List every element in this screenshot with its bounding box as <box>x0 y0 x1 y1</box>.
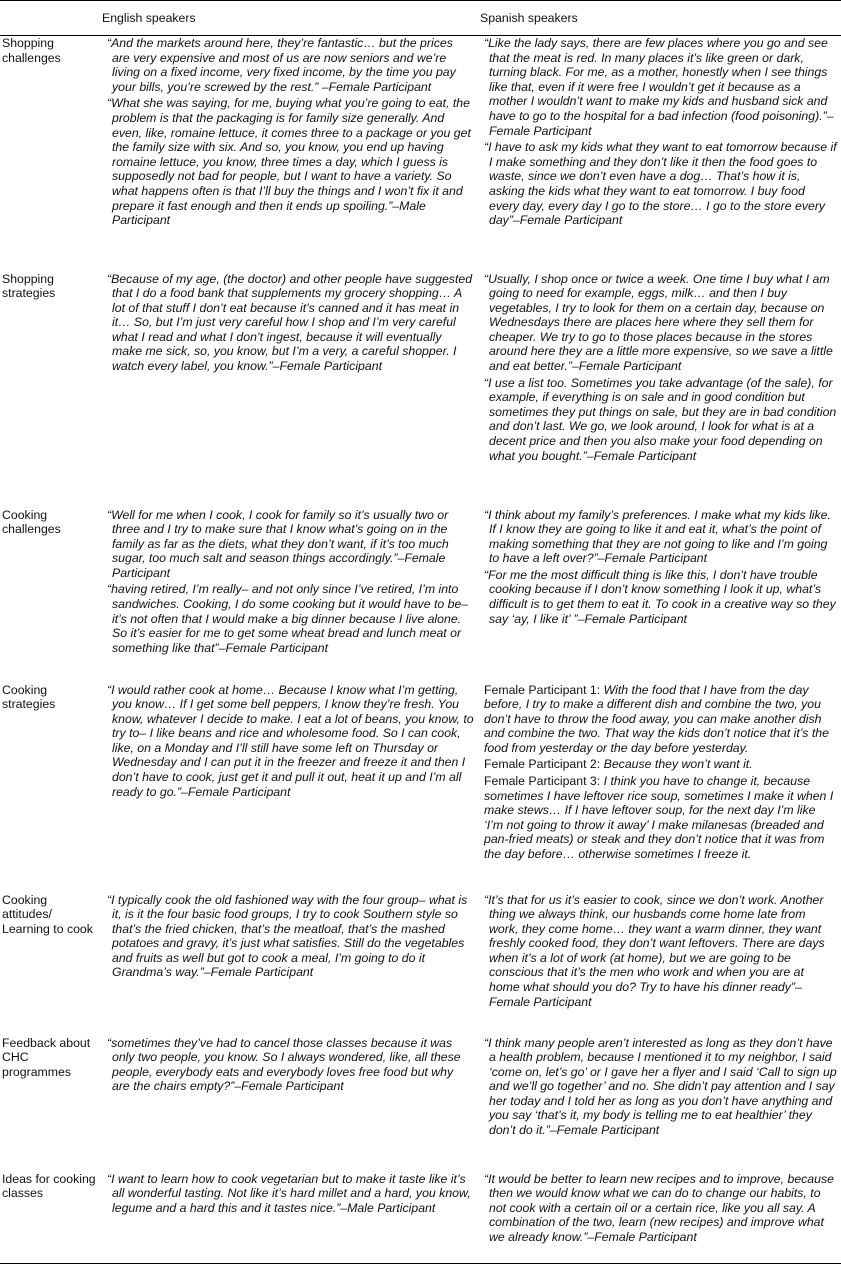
quote: “It’s that for us it’s easier to cook, since we don’t work. Another thing we always think, our husbands come home late from work, they come home… they want a warm dinner, they want freshly cooked food, they don’t want leftovers. There are days when it’s a lot of work (at home), but we are going to be conscious that it’s the men who work and when you are at home what should you do? Try to have his dinner ready”–Female Participant <box>484 892 825 1009</box>
english-cell <box>102 683 480 893</box>
quote: “I want to learn how to cook vegetarian but to make it taste like it’s all wonderful tasting. Not like it’s hard millet and a hard, you know, legume and a hard this and it tastes nice.”–Male Participant <box>107 1171 471 1215</box>
quote: “I have to ask my kids what they want to eat tomorrow because if I make something and they don’t like it then the food goes to waste, since we don’t even have a dog… That’s how it is, asking the kids what they want to eat tomorrow. I buy food every day, every day I go to the store… I go to the store every day”–Female Participant <box>484 140 837 228</box>
spanish-cell <box>480 1036 841 1172</box>
spanish-cell <box>480 683 841 893</box>
quote: Because they won’t want it. <box>603 757 753 772</box>
row-category: Cooking attitudes/ Learning to cook <box>2 892 93 936</box>
dialogue-line <box>484 757 837 772</box>
speaker-label: Female Participant 1: <box>484 682 601 697</box>
quote: “It would be better to learn new recipes and to improve, because then we would know what we can do to change our habits, to not cook with a certain oil or a certain rice, like you all say. A combination of the two, learn (new recipes) and improve what we already know.”–Female Participant <box>484 1171 834 1244</box>
spanish-cell <box>480 1172 841 1264</box>
quote: “And the markets around here, they’re fantastic… but the prices are very expensive and most of us are now seniors and we’re living on a fixed income, very fixed income, by the time you pay your bills, you’re screwed by the rest.” –Female Participant <box>107 36 456 94</box>
quote: “Usually, I shop once or twice a week. One time I buy what I am going to need for example, eggs, milk… and then I buy vegetables, I try to look for them on a certain day, because on Wednesdays there are places here where they sell them for cheaper. We try to go to those places because in the stores around here they are a little more expensive, so we save a little and eat better.”–Female Participant <box>484 271 833 374</box>
header-category <box>0 1 102 36</box>
table-row <box>0 1172 841 1264</box>
spanish-cell <box>480 508 841 683</box>
row-category: Shopping challenges <box>2 36 61 65</box>
english-cell <box>102 1172 480 1264</box>
quote: “I would rather cook at home… Because I know what I’m getting, you know… If I get some bell peppers, I know they’re fresh. You know, whatever I decide to make. I eat a lot of beans, you know, to try to– I like beans and rice and wholesome food. So I can cook, like, on a Monday and I’ll still have some left on Thursday or Wednesday and I can put it in the freezer and freeze it and then I don’t have to cook, just get it and pull it out, heat it up and I’m all ready to go.”–Female Participant <box>107 682 474 799</box>
quote: “I use a list too. Sometimes you take advantage (of the sale), for example, if everything is on sale and in good condition but sometimes they put things on sale, but they are in bad condition and don’t last. We go, we look around, I look for what is at a decent price and then you also make your food depending on what you bought.”–Female Participant <box>484 375 837 463</box>
spanish-cell <box>480 272 841 508</box>
quote: “Like the lady says, there are few places where you go and see that the meat is red. In many places it’s like green or dark, turning black. For me, as a mother, honestly when I see things like that, even if it were free I wouldn’t get it because as a mother I wouldn’t want to make my kids and husband sick and have to go to the hospital for a bad infection (food poisoning).”–Female Participant <box>484 36 834 138</box>
spanish-cell <box>480 893 841 1036</box>
quote: “What she was saying, for me, buying what you’re going to eat, the problem is that the packaging is for family size generally. And even, like, romaine lettuce, it comes three to a package or you get the family size with six. And so, you know, you end up having romaine lettuce, you know, three times a day, which I guess is supposedly not bad for people, but I want to have a variety. So what happens often is that I’ll buy the things and I won’t fix it and prepare it fast enough and then it ends up spoiling.”–Male Participant <box>107 96 471 228</box>
header-spanish: Spanish speakers <box>480 1 841 36</box>
row-category: Feedback about CHC programmes <box>2 1035 91 1079</box>
quote: “having retired, I’m really– and not only since I’ve retired, I’m into sandwiches. Cooking, I do some cooking but it would have to be– it’s not often that I would make a big dinner because I live alone. So it’s easier for me to get some wheat bread and lunch meat or something like that”–Female Participant <box>107 582 469 655</box>
quote: I think you have to change it, because sometimes I have leftover rice soup, sometimes I make it when I make stews… If I have leftover soup, for the next day I’m like ‘I’m not going to throw it away’ I make milanesas (breaded and pan-fried meats) or steak and they don’t notice that it was from the day before… otherwise sometimes I freeze it. <box>484 774 834 862</box>
quote: With the food that I have from the day before, I try to make a different dish and combine the two, you don’t have to throw the food away, you can make another dish and combine the two. That way the kids don’t notice that it’s the food from yesterday or the day before yesterday. <box>484 682 829 755</box>
english-cell <box>102 1036 480 1172</box>
spanish-cell <box>480 36 841 272</box>
header-english: English speakers <box>102 1 480 36</box>
table-row <box>0 683 841 893</box>
quote: “I think many people aren’t interested as long as they don’t have a health problem, because I mentioned it to my neighbor, I said ‘come on, let’s go’ or I gave her a flyer and I said ‘Call to sign up and we’ll go together’ and no. She didn’t pay attention and I say her today and I told her as long as you don’t have anything and you say ‘that’s it, my body is telling me to eat healthier’ they don’t do it.”–Female Participant <box>484 1035 837 1138</box>
row-category: Cooking challenges <box>2 507 61 537</box>
speaker-label: Female Participant 3: <box>484 774 601 789</box>
row-category: Shopping strategies <box>2 271 56 301</box>
table-row <box>0 1036 841 1172</box>
table-row <box>0 272 841 508</box>
quote: “Well for me when I cook, I cook for family so it’s usually two or three and I try to make sure that I know what’s going on in the family as far as the diets, what they don’t want, if it’s too much sugar, too much salt and season things accordingly.”–Female Participant <box>107 507 449 580</box>
quote: “I think about my family’s preferences. I make what my kids like. If I know they are going to like it and eat it, what’s the point of making something that they are not going to like and I’m going to have a left over?”–Female Participant <box>484 507 831 566</box>
english-cell <box>102 893 480 1036</box>
speaker-label: Female Participant 2: <box>484 757 601 772</box>
table-row <box>0 893 841 1036</box>
table-header-row <box>0 1 841 36</box>
dialogue-line <box>484 774 837 862</box>
quote: “For me the most difficult thing is like this, I don’t have trouble cooking because if I don’t know something I look it up, what’s difficult is to get them to eat it. To cook in a creative way so they say ‘ay, I like it’ ”–Female Participant <box>484 567 836 626</box>
quote: “I typically cook the old fashioned way with the four group– what is it, is it the four basic food groups, I try to cook Southern style so that’s the fried chicken, that’s the meatloaf, that’s the mashed potatoes and gravy, it’s just what satisfies. Still do the vegetables and fruits as well but got to cook a meal, I’m going to do it Grandma’s way.”–Female Participant <box>107 892 468 980</box>
english-cell <box>102 272 480 508</box>
table-row <box>0 508 841 683</box>
english-cell <box>102 36 480 272</box>
table-row <box>0 36 841 272</box>
quote: “sometimes they’ve had to cancel those classes because it was only two people, you know. So I always wondered, like, all these people, everybody eats and everybody loves free food but why are the chairs empty?”–Female Participant <box>107 1035 461 1094</box>
row-category: Ideas for cooking classes <box>0 1172 102 1264</box>
english-cell <box>102 508 480 683</box>
dialogue-line <box>484 683 837 756</box>
quote: “Because of my age, (the doctor) and other people have suggested that I do a food bank that supplements my grocery shopping… A lot of that stuff I don’t eat because it’s canned and it has meat in it… So, but I’m just very careful how I shop and I’m very careful what I read and what I don’t ingest, because it will eventually make me sick, so, you know, but I’m a very, a careful shopper. I watch every label, you know.”–Female Participant <box>107 271 473 374</box>
row-category: Cooking strategies <box>2 682 56 712</box>
